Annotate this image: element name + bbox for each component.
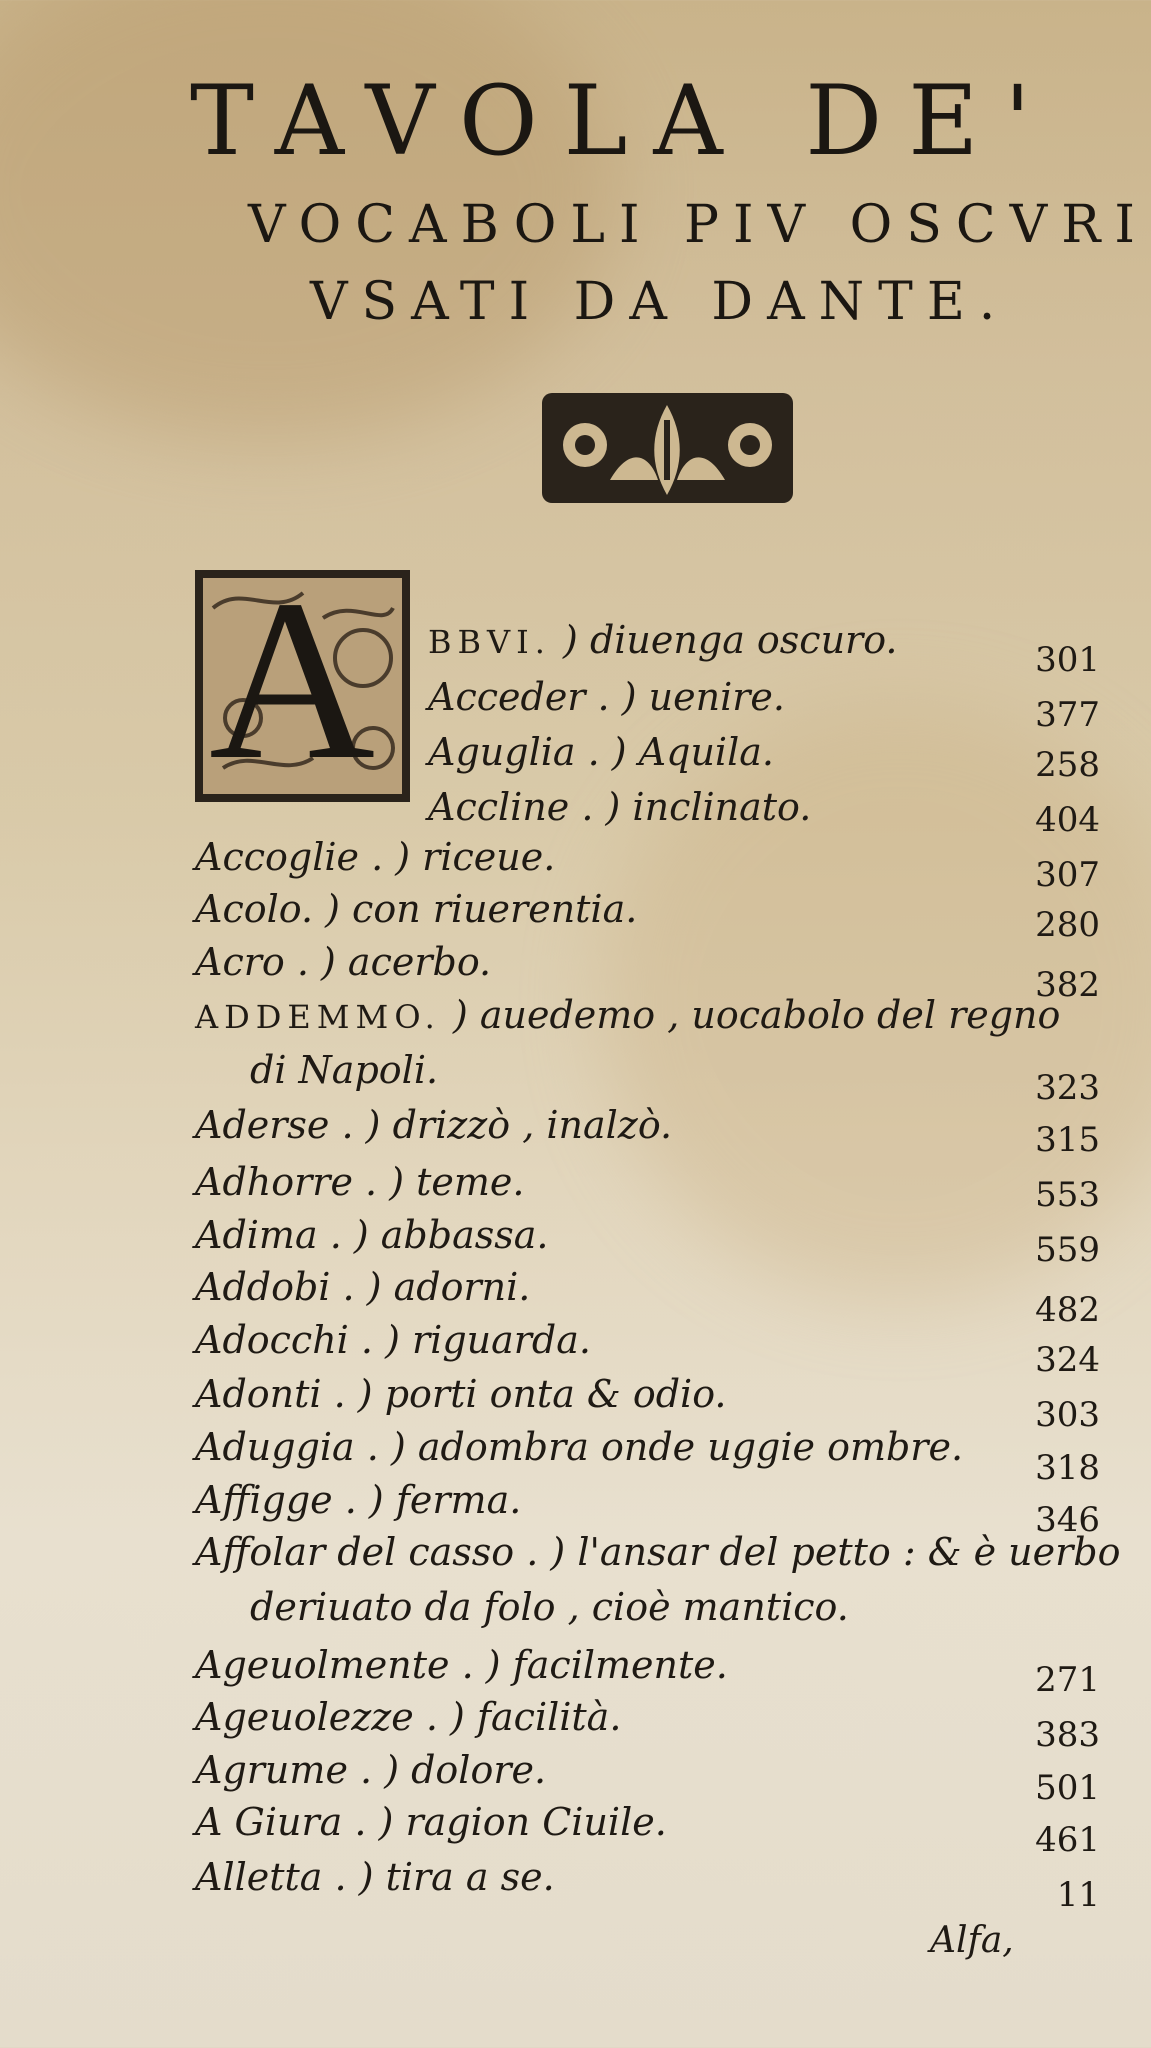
entry-definition: ) l'ansar del petto : & è uerbo bbox=[550, 1530, 1121, 1574]
entry-page-number: 501 bbox=[1035, 1768, 1100, 1808]
entry-term: Adocchi . bbox=[195, 1318, 373, 1362]
entry-definition: ) dolore. bbox=[384, 1748, 547, 1792]
entry-term: Ageuolmente . bbox=[195, 1643, 474, 1687]
glossary-entry bbox=[195, 1530, 1121, 1574]
entry-page-number: 11 bbox=[1056, 1875, 1100, 1915]
entry-term: Acro . bbox=[195, 940, 309, 984]
entry-definition: ) riguarda. bbox=[385, 1318, 591, 1362]
entry-definition: ) Aquila. bbox=[611, 730, 774, 774]
entry-term: A Giura . bbox=[195, 1800, 367, 1844]
glossary-entry bbox=[195, 887, 637, 931]
glossary-entry bbox=[195, 940, 491, 984]
entry-page-number: 482 bbox=[1035, 1290, 1100, 1330]
glossary-entry bbox=[195, 1855, 555, 1899]
entry-term: Agrume . bbox=[195, 1748, 373, 1792]
entry-page-number: 318 bbox=[1035, 1448, 1100, 1488]
entry-page-number: 307 bbox=[1035, 855, 1100, 895]
entry-term: Affolar del casso . bbox=[195, 1530, 539, 1574]
entry-term: Accline . bbox=[428, 785, 594, 829]
glossary-entry bbox=[195, 835, 555, 879]
entry-page-number: 553 bbox=[1035, 1175, 1100, 1215]
entry-definition: ) acerbo. bbox=[321, 940, 492, 984]
glossary-entry bbox=[195, 1643, 728, 1687]
entry-definition: ) uenire. bbox=[621, 675, 785, 719]
page-subtitle-line-1: VOCABOLI PIV OSCVRI bbox=[248, 195, 1149, 255]
glossary-entry bbox=[195, 1425, 963, 1469]
entry-term: Adima . bbox=[195, 1213, 342, 1257]
entry-page-number: 377 bbox=[1035, 695, 1100, 735]
glossary-entry bbox=[195, 1265, 530, 1309]
entry-page-number: 271 bbox=[1035, 1660, 1100, 1700]
glossary-entry bbox=[428, 730, 774, 774]
entry-term: Acolo. bbox=[195, 887, 314, 931]
entry-term: Affigge . bbox=[195, 1478, 357, 1522]
glossary-entry bbox=[195, 1478, 521, 1522]
glossary-entry bbox=[428, 675, 785, 719]
entry-term: Ageuolezze . bbox=[195, 1695, 438, 1739]
entry-term: Addobi . bbox=[195, 1265, 355, 1309]
entry-term: Accoglie . bbox=[195, 835, 384, 879]
entry-page-number: 323 bbox=[1035, 1068, 1100, 1108]
entry-term: Adonti . bbox=[195, 1372, 346, 1416]
entry-definition: ) riceue. bbox=[395, 835, 556, 879]
entry-definition: ) teme. bbox=[389, 1160, 525, 1204]
entry-definition: ) facilmente. bbox=[485, 1643, 728, 1687]
entry-page-number: 301 bbox=[1035, 640, 1100, 680]
entry-term: Aduggia . bbox=[195, 1425, 379, 1469]
entry-page-number: 280 bbox=[1035, 905, 1100, 945]
entry-definition: ) drizzò , inalzò. bbox=[365, 1103, 673, 1147]
entry-continuation: di Napoli. bbox=[250, 1048, 439, 1092]
entry-definition: ) diuenga oscuro. bbox=[563, 618, 898, 662]
entry-page-number: 559 bbox=[1035, 1230, 1100, 1270]
entry-term: Alletta . bbox=[195, 1855, 347, 1899]
entry-term: BBVI. bbox=[428, 623, 551, 661]
entry-page-number: 346 bbox=[1035, 1500, 1100, 1540]
entry-continuation: deriuato da folo , cioè mantico. bbox=[250, 1585, 849, 1629]
entry-definition: ) tira a se. bbox=[358, 1855, 555, 1899]
entry-definition: ) ragion Ciuile. bbox=[378, 1800, 667, 1844]
floral-ornament-icon bbox=[540, 385, 795, 510]
entry-term: Aderse . bbox=[195, 1103, 354, 1147]
entry-definition: ) adombra onde uggie ombre. bbox=[390, 1425, 964, 1469]
entry-definition: ) con riuerentia. bbox=[325, 887, 638, 931]
glossary-entry bbox=[195, 1318, 591, 1362]
entry-definition: ) ferma. bbox=[368, 1478, 522, 1522]
glossary-entry bbox=[195, 1372, 726, 1416]
glossary-entry bbox=[195, 1800, 667, 1844]
entry-page-number: 383 bbox=[1035, 1715, 1100, 1755]
dropcap-letter: A bbox=[209, 552, 376, 807]
entry-definition: ) facilità. bbox=[450, 1695, 622, 1739]
entry-page-number: 404 bbox=[1035, 800, 1100, 840]
glossary-entry bbox=[195, 1748, 546, 1792]
entry-page-number: 324 bbox=[1035, 1340, 1100, 1380]
entry-page-number: 461 bbox=[1035, 1820, 1100, 1860]
glossary-entry bbox=[428, 618, 898, 662]
glossary-entry bbox=[195, 1103, 672, 1147]
glossary-entry bbox=[195, 993, 1060, 1037]
page-title: TAVOLA DE' bbox=[190, 65, 1057, 177]
glossary-entry bbox=[195, 1160, 524, 1204]
entry-definition: ) inclinato. bbox=[605, 785, 812, 829]
catchword: Alfa, bbox=[930, 1920, 1014, 1961]
entry-definition: ) porti onta & odio. bbox=[357, 1372, 727, 1416]
illuminated-initial-icon bbox=[195, 552, 410, 807]
entry-term: Aguglia . bbox=[428, 730, 600, 774]
entry-term: ADDEMMO. bbox=[195, 998, 441, 1036]
entry-definition: ) adorni. bbox=[366, 1265, 531, 1309]
glossary-entry bbox=[195, 1695, 621, 1739]
page-subtitle-line-2: VSATI DA DANTE. bbox=[310, 272, 1010, 332]
entry-page-number: 258 bbox=[1035, 745, 1100, 785]
entry-term: Acceder . bbox=[428, 675, 610, 719]
glossary-entry bbox=[428, 785, 811, 829]
entry-definition: ) abbassa. bbox=[353, 1213, 549, 1257]
entry-term: Adhorre . bbox=[195, 1160, 378, 1204]
entry-page-number: 315 bbox=[1035, 1120, 1100, 1160]
entry-page-number: 303 bbox=[1035, 1395, 1100, 1435]
glossary-entry bbox=[195, 1213, 548, 1257]
entry-page-number: 382 bbox=[1035, 965, 1100, 1005]
entry-definition: ) auedemo , uocabolo del regno bbox=[452, 993, 1061, 1037]
